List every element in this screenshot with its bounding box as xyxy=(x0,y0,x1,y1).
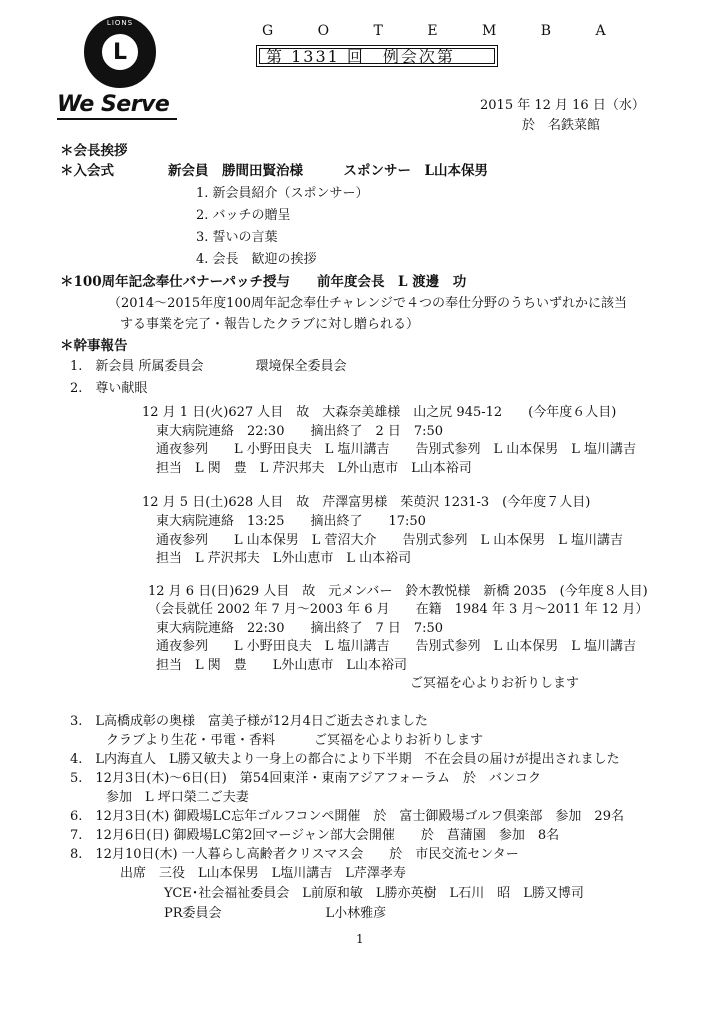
agenda-line: 1. 新会員 所属委員会 環境保全委員会 xyxy=(70,359,347,374)
meeting-venue: 於 名鉄菜館 xyxy=(522,118,601,133)
meeting-date: 2015 年 12 月 16 日（水） xyxy=(480,98,645,113)
lions-logo xyxy=(84,16,156,88)
agenda-line: YCE･社会福祉委員会 L前原和敏 L勝亦英樹 L石川 昭 L勝又博司 xyxy=(164,886,584,901)
agenda-line: 12 月 6 日(日)629 人目 故 元メンバー 鈴木教悦様 新橋 2035 (今年度８人目) xyxy=(148,584,648,599)
agenda-line: する事業を完了・報告したクラブに対し贈られる） xyxy=(120,317,420,332)
agenda-line: 4. 会長 歓迎の挨拶 xyxy=(196,252,317,267)
meeting-title-box xyxy=(256,45,498,67)
logo-ring-text: LIONS xyxy=(106,19,134,27)
agenda-line: 東大病院連絡 22:30 摘出終了 2 日 7:50 xyxy=(156,424,444,439)
agenda-line: 6. 12月3日(木) 御殿場LC忘年ゴルフコンペ開催 於 富士御殿場ゴルフ倶楽部 参加 29名 xyxy=(70,809,624,824)
motto-underline xyxy=(57,118,177,120)
agenda-line: 7. 12月6日(日) 御殿場LC第2回マージャン部大会開催 於 菖蒲園 参加 8名 xyxy=(70,828,560,843)
club-name: G O T E M B A xyxy=(262,23,626,39)
agenda-line: 5. 12月3日(木)～6日(日) 第54回東洋・東南アジアフォーラム 於 バンコク xyxy=(70,771,542,786)
agenda-line: 担当 L 関 豊 L 芹沢邦夫 L外山恵市 L山本裕司 xyxy=(156,461,472,476)
agenda-line: 8. 12月10日(木) 一人暮らし高齢者クリスマス会 於 市民交流センター xyxy=(70,847,519,862)
agenda-heading: ＊入会式 新会員 勝間田賢治様 スポンサー L山本保男 xyxy=(60,163,488,179)
agenda-line: 東大病院連絡 22:30 摘出終了 7 日 7:50 xyxy=(156,621,444,636)
logo-center xyxy=(100,32,140,72)
meeting-title: 第 1331 回 例会次第 xyxy=(259,48,495,64)
agenda-line: 通夜参列 L 山本保男 L 菅沼大介 告別式参列 L 山本保男 L 塩川講吉 xyxy=(156,533,624,548)
agenda-heading: ＊100周年記念奉仕バナーパッチ授与 前年度会長 L 渡邊 功 xyxy=(60,274,467,290)
agenda-line: 担当 L 芹沢邦夫 L外山恵市 L 山本裕司 xyxy=(156,551,412,566)
agenda-line: 12 月 1 日(火)627 人目 故 大森奈美雄様 山之尻 945-12 (今年度６人目) xyxy=(142,405,617,420)
agenda-line: 12 月 5 日(土)628 人目 故 芹澤富男様 茱萸沢 1231-3 (今年度７人目) xyxy=(142,495,591,510)
motto: We Serve xyxy=(57,92,170,117)
agenda-line: 4. L内海直人 L勝又敏夫より一身上の都合により下半期 不在会員の届けが提出されました xyxy=(70,752,620,767)
agenda-line: 1. 新会員紹介（スポンサー） xyxy=(196,186,369,201)
agenda-heading: ＊幹事報告 xyxy=(60,338,128,354)
agenda-line: 3. L高橋成彰の奥様 富美子様が12月4日ご逝去されました xyxy=(70,714,428,729)
agenda-line: （2014～2015年度100周年記念奉仕チャレンジで４つの奉仕分野のうちいずれかに該当 xyxy=(108,296,627,311)
agenda-heading: ＊会長挨拶 xyxy=(60,143,128,159)
agenda-line: （会長就任 2002 年 7 月～2003 年 6 月 在籍 1984 年 3 月～2011 年 12 月） xyxy=(148,602,649,617)
logo-letter: L xyxy=(112,40,128,65)
agenda-line: 3. 誓いの言葉 xyxy=(196,230,278,245)
agenda-line: 2. 尊い献眼 xyxy=(70,381,148,396)
agenda-line: クラブより生花・弔電・香料 ご冥福を心よりお祈りします xyxy=(106,733,484,748)
agenda-line: 担当 L 関 豊 L外山恵市 L山本裕司 xyxy=(156,658,408,673)
agenda-line: 通夜参列 L 小野田良夫 L 塩川講吉 告別式参列 L 山本保男 L 塩川講吉 xyxy=(156,442,637,457)
agenda-line: 2. バッチの贈呈 xyxy=(196,208,291,223)
agenda-line: 参加 L 坪口榮二ご夫妻 xyxy=(106,790,249,805)
agenda-line: PR委員会 L小林雅彦 xyxy=(164,906,387,921)
agenda-line: 東大病院連絡 13:25 摘出終了 17:50 xyxy=(156,514,426,529)
agenda-line: 出席 三役 L山本保男 L塩川講吉 L芹澤孝寿 xyxy=(120,866,406,881)
agenda-line: 通夜参列 L 小野田良夫 L 塩川講吉 告別式参列 L 山本保男 L 塩川講吉 xyxy=(156,639,637,654)
page-number: 1 xyxy=(356,932,364,946)
agenda-line: ご冥福を心よりお祈りします xyxy=(410,676,580,691)
